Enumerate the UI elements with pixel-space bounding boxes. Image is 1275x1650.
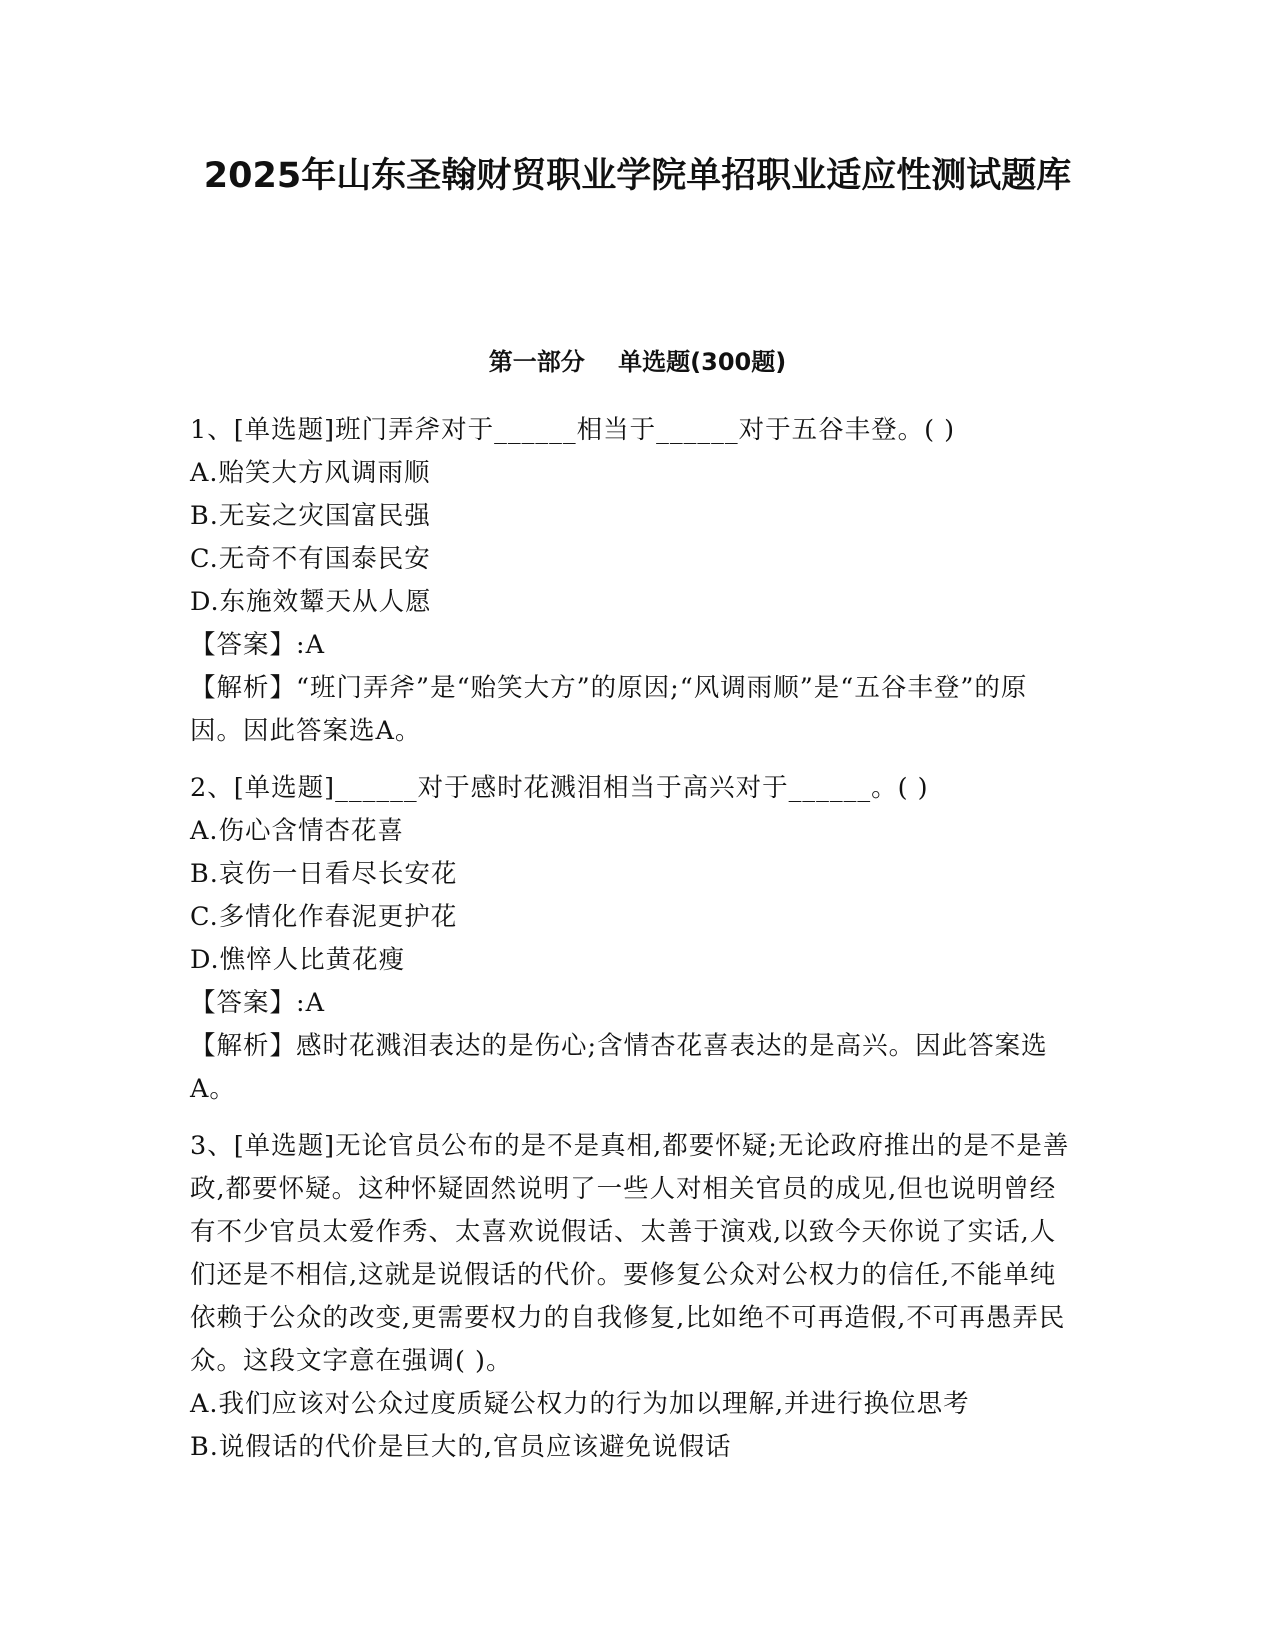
option-a: A.我们应该对公众过度质疑公权力的行为加以理解,并进行换位思考: [190, 1389, 970, 1419]
option-d: D.憔悴人比黄花瘦: [190, 945, 406, 975]
question-1: [190, 409, 1070, 753]
option-c: C.多情化作春泥更护花: [190, 902, 458, 932]
question-stem: 3、[单选题]无论官员公布的是不是真相,都要怀疑;无论政府推出的是不是善政,都要怀疑。这种怀疑固然说明了一些人对相关官员的成见,但也说明曾经有不少官员太爱作秀、太喜欢说假话、太善于演戏,以致今天你说了实话,人们还是不相信,这就是说假话的代价。要修复公众对公权力的信任,不能单纯依赖于公众的改变,更需要权力的自我修复,比如绝不可再造假,不可再愚弄民众。这段文字意在强调( )。: [190, 1131, 1070, 1376]
option-d: D.东施效颦天从人愿: [190, 587, 432, 617]
question-2: [190, 767, 1070, 1111]
option-a: A.贻笑大方风调雨顺: [190, 458, 431, 488]
analysis: 【解析】感时花溅泪表达的是伤心;含情杏花喜表达的是高兴。因此答案选A。: [190, 1031, 1048, 1104]
option-b: B.哀伤一日看尽长安花: [190, 859, 458, 889]
option-a: A.伤心含情杏花喜: [190, 816, 405, 846]
question-list: [190, 409, 1070, 1483]
answer: 【答案】:A: [190, 630, 326, 660]
question-stem: 2、[单选题]______对于感时花溅泪相当于高兴对于______。( ): [190, 773, 929, 803]
answer: 【答案】:A: [190, 988, 326, 1018]
question-stem: 1、[单选题]班门弄斧对于______相当于______对于五谷丰登。( ): [190, 415, 956, 445]
analysis: 【解析】“班门弄斧”是“贻笑大方”的原因;“风调雨顺”是“五谷丰登”的原因。因此答案选A。: [190, 673, 1028, 746]
document-title: 2025年山东圣翰财贸职业学院单招职业适应性测试题库: [203, 156, 1072, 196]
question-3: [190, 1125, 1070, 1469]
section-heading: 第一部分 单选题(300题): [488, 348, 787, 376]
option-b: B.说假话的代价是巨大的,官员应该避免说假话: [190, 1432, 732, 1462]
option-b: B.无妄之灾国富民强: [190, 501, 431, 531]
option-c: C.无奇不有国泰民安: [190, 544, 431, 574]
